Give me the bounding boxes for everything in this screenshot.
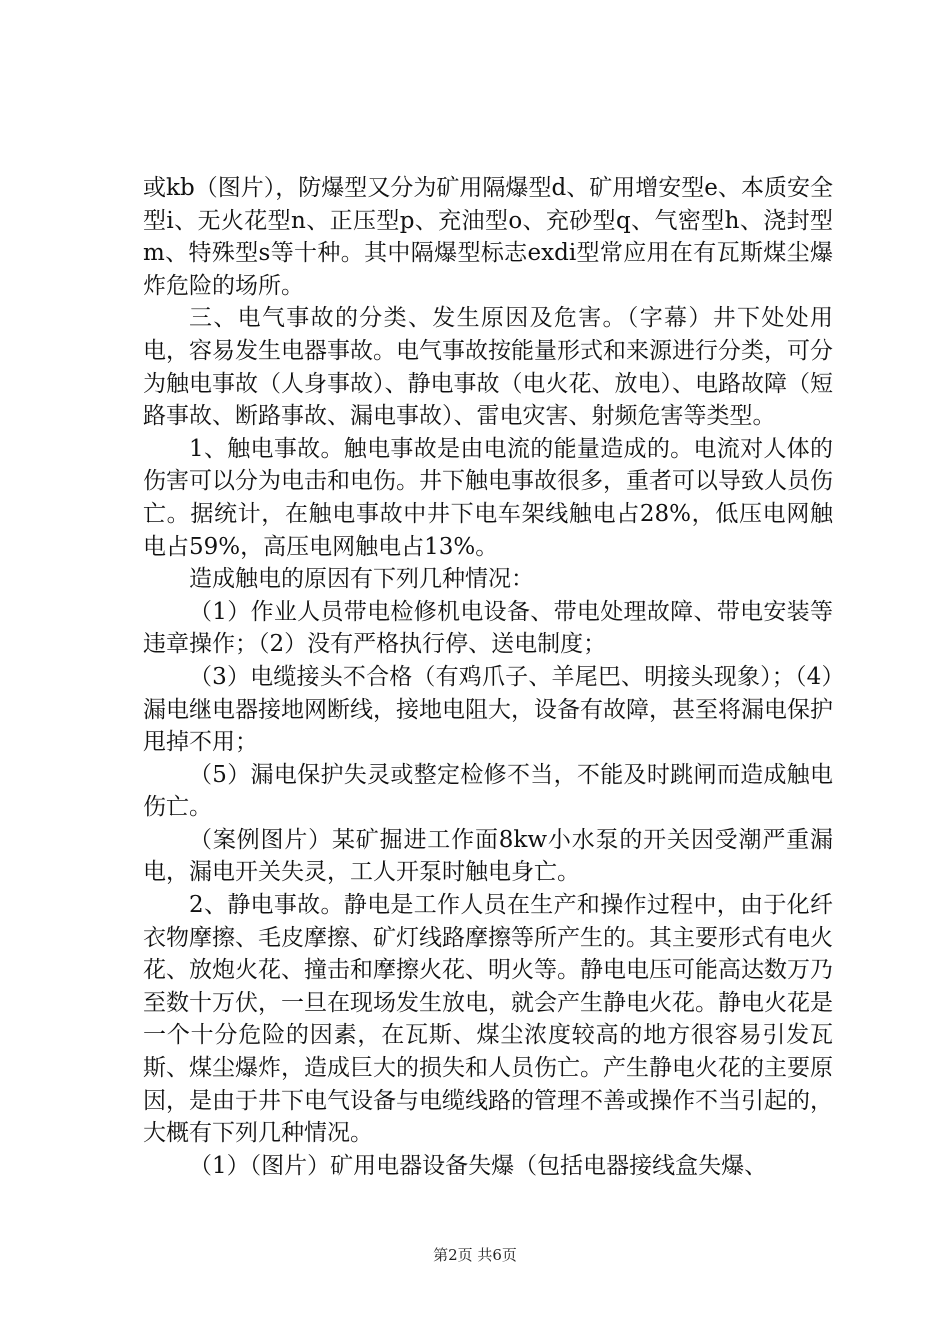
paragraph-static-cause-1: （1）（图片）矿用电器设备失爆（包括电器接线盒失爆、 [189, 1152, 768, 1179]
paragraph-shock-causes-intro: 造成触电的原因有下列几种情况： [189, 566, 534, 593]
paragraph-explosion-proof-types: 或kb（图片），防爆型又分为矿用隔爆型d、矿用增安型e、本质安全型i、无火花型n、正压型p、充油型o、充砂型q、气密型h、浇封型m、特殊型s等十种。其中隔爆型标志exdi型常应用在有瓦斯煤尘爆炸危险的场所。 [143, 175, 833, 299]
paragraph-cause-5: （5）漏电保护失灵或整定检修不当，不能及时跳闸而造成触电伤亡。 [143, 761, 833, 821]
paragraph-cause-1-2: （1）作业人员带电检修机电设备、带电处理故障、带电安装等违章操作；（2）没有严格执行停、送电制度； [143, 598, 833, 658]
document-body [143, 172, 833, 1182]
paragraph-section-three-heading: 三、电气事故的分类、发生原因及危害。（字幕）井下处处用电，容易发生电器事故。电气事故按能量形式和来源进行分类，可分为触电事故（人身事故）、静电事故（电火花、放电）、电路故障（短路事故、断路事故、漏电事故）、雷电灾害、射频危害等类型。 [143, 305, 833, 430]
paragraph-electric-shock-accident: 1、触电事故。触电事故是由电流的能量造成的。电流对人体的伤害可以分为电击和电伤。井下触电事故很多，重者可以导致人员伤亡。据统计，在触电事故中井下电车架线触电占28%，低压电网触电占59%，高压电网触电占13%。 [143, 435, 833, 560]
paragraph-static-accident: 2、静电事故。静电是工作人员在生产和操作过程中，由于化纤衣物摩擦、毛皮摩擦、矿灯线路摩擦等所产生的。其主要形式有电火花、放炮火花、撞击和摩擦火花、明火等。静电电压可能高达数万乃至数十万伏，一旦在现场发生放电，就会产生静电火花。静电火花是一个十分危险的因素，在瓦斯、煤尘浓度较高的地方很容易引发瓦斯、煤尘爆炸，造成巨大的损失和人员伤亡。产生静电火花的主要原因，是由于井下电气设备与电缆线路的管理不善或操作不当引起的，大概有下列几种情况。 [143, 892, 833, 1147]
paragraph-case-picture: （案例图片）某矿掘进工作面8kw小水泵的开关因受潮严重漏电，漏电开关失灵，工人开泵时触电身亡。 [143, 826, 833, 886]
paragraph-cause-3-4: （3）电缆接头不合格（有鸡爪子、羊尾巴、明接头现象）；（4）漏电继电器接地网断线，接地电阻大，设备有故障，甚至将漏电保护甩掉不用； [143, 663, 833, 756]
page-number-footer: 第2页 共6页 [433, 1246, 517, 1264]
